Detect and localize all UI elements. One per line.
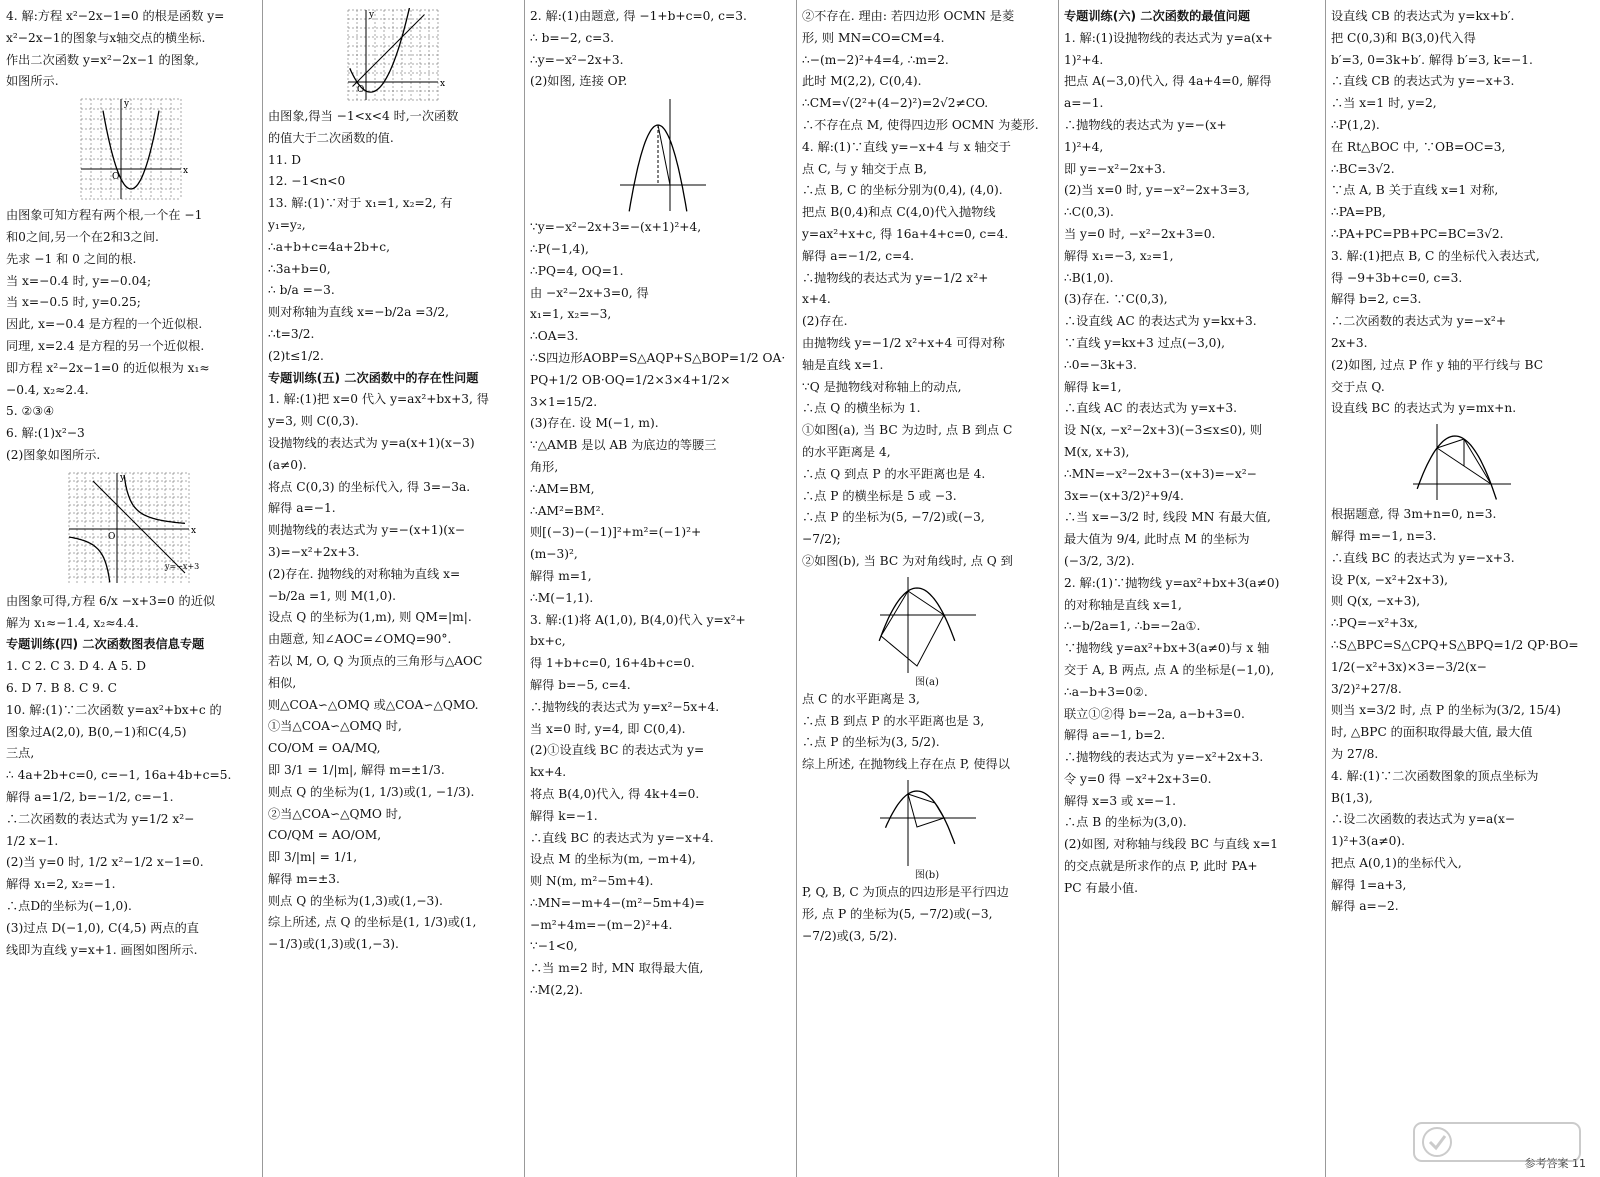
text-line: 在 Rt△BOC 中, ∵OB=OC=3, [1331, 139, 1506, 154]
text-line: CO/OM = OA/MQ, [268, 741, 381, 756]
text-line: 即方程 x²−2x−1=0 的近似根为 x₁≈ [6, 360, 210, 375]
text-line: (2)如图, 过点 P 作 y 轴的平行线与 BC [1331, 357, 1544, 372]
text-line: 当 y=0 时, −x²−2x+3=0. [1064, 226, 1216, 241]
column-5 [1064, 6, 1319, 1166]
text-line: 形, 点 P 的坐标为(5, −7/2)或(−3, [802, 906, 993, 921]
text-line: 把点 B(0,4)和点 C(4,0)代入抛物线 [802, 205, 996, 220]
column-divider [262, 0, 263, 1177]
text-line: 时, △BPC 的面积取得最大值, 最大值 [1331, 725, 1533, 740]
text-line: x+4. [802, 292, 831, 307]
text-line: (3)过点 D(−1,0), C(4,5) 两点的直 [6, 920, 199, 935]
text-line: 综上所述, 点 Q 的坐标是(1, 1/3)或(1, [268, 915, 477, 930]
text-line: 和0之间,另一个在2和3之间. [6, 229, 159, 244]
text-line: P, Q, B, C 为顶点的四边形是平行四边 [802, 884, 1009, 899]
y-axis-label: y [369, 10, 375, 20]
text-line: ∴MN=−x²−2x+3−(x+3)=−x²− [1064, 466, 1257, 481]
text-line: 则点 Q 的坐标为(1, 1/3)或(1, −1/3). [268, 784, 475, 799]
text-line: ∴M(−1,1). [530, 590, 594, 605]
text-line: 3. 解:(1)将 A(1,0), B(4,0)代入 y=x²+ [530, 612, 746, 627]
text-line: 作出二次函数 y=x²−2x−1 的图象, [6, 52, 199, 67]
text-line: ∵抛物线 y=ax²+bx+3(a≠0)与 x 轴 [1064, 641, 1270, 656]
text-line: ∴点 Q 的横坐标为 1. [802, 401, 921, 416]
text-line: 把点 A(−3,0)代入, 得 4a+4=0, 解得 [1064, 74, 1272, 89]
text-line: 解得 x=3 或 x=−1. [1064, 793, 1176, 808]
text-line: 设 P(x, −x²+2x+3), [1331, 572, 1449, 587]
text-line: −m²+4m=−(m−2)²+4. [530, 917, 673, 932]
text-line: 由 −x²−2x+3=0, 得 [530, 285, 649, 300]
x-axis-label: x [440, 79, 446, 89]
text-line: ∴PA=PB, [1331, 205, 1386, 220]
text-line: 解得 a=1/2, b=−1/2, c=−1. [6, 789, 174, 804]
text-line: 为 27/8. [1331, 746, 1379, 761]
text-line: 由题意, 知∠AOC=∠OMQ=90°. [268, 632, 452, 647]
text-line: 设直线 BC 的表达式为 y=mx+n. [1331, 401, 1517, 416]
text-line: b′=3, 0=3k+b′. 解得 b′=3, k=−1. [1331, 52, 1533, 67]
text-line: PQ+1/2 OB·OQ=1/2×3×4+1/2× [530, 372, 731, 387]
text-line: 同理, x=2.4 是方程的另一个近似根. [6, 338, 205, 353]
text-line: 解为 x₁≈−1.4, x₂≈4.4. [6, 615, 139, 630]
text-line: 4. 解:(1)∵直线 y=−x+4 与 x 轴交于 [802, 139, 1011, 154]
line-label: y=−x+3 [165, 561, 200, 571]
text-line: 由图象可知方程有两个根,一个在 −1 [6, 208, 203, 223]
column-2 [268, 6, 518, 1166]
text-line: 设抛物线的表达式为 y=a(x+1)(x−3) [268, 435, 475, 450]
text-line: 专题训练(四) 二次函数图表信息专题 [6, 637, 205, 652]
text-line: ∴直线 CB 的表达式为 y=−x+3. [1331, 74, 1515, 89]
text-line: (2)存在. 抛物线的对称轴为直线 x= [268, 566, 461, 581]
text-line: 设点 Q 的坐标为(1,m), 则 QM=|m|. [268, 610, 472, 625]
text-line: (a≠0). [268, 457, 307, 472]
watermark-logo [1412, 1117, 1582, 1167]
text-line: 即 3/|m| = 1/1, [268, 850, 358, 865]
text-line: ∴AM²=BM². [530, 503, 605, 518]
text-line: 1)²+4, [1064, 139, 1104, 154]
text-line: ∴M(2,2). [530, 983, 583, 998]
text-line: ∴当 x=−3/2 时, 线段 MN 有最大值, [1064, 510, 1271, 525]
text-line: ∴−(m−2)²+4=4, ∴m=2. [802, 52, 949, 67]
text-line: 角形, [530, 459, 559, 474]
text-line: ∴设直线 AC 的表达式为 y=kx+3. [1064, 314, 1257, 329]
text-line: 11. D [268, 152, 302, 167]
text-line: 解得 1=a+3, [1331, 877, 1407, 892]
text-line: 即 y=−x²−2x+3. [1064, 161, 1166, 176]
text-line: 则抛物线的表达式为 y=−(x+1)(x− [268, 523, 466, 538]
origin-label: O [112, 172, 120, 183]
text-line: kx+4. [530, 765, 567, 780]
text-line: ∴点 P 的坐标为(3, 5/2). [802, 735, 940, 750]
figure-b-caption: 图(b) [914, 869, 940, 881]
text-line: 设 N(x, −x²−2x+3)(−3≤x≤0), 则 [1064, 423, 1263, 438]
text-line: ∴a+b+c=4a+2b+c, [268, 239, 390, 254]
text-line: (2)存在. [802, 314, 848, 329]
text-line: 1)²+3(a≠0). [1331, 834, 1405, 849]
column-divider [796, 0, 797, 1177]
text-line: 交于点 Q. [1331, 379, 1385, 394]
text-line: ∴ b/a =−3. [268, 283, 335, 298]
text-line: 则△COA∽△OMQ 或△COA∽△QMO. [268, 697, 479, 712]
text-line: ∴点D的坐标为(−1,0). [6, 898, 132, 913]
text-line: ∴抛物线的表达式为 y=−1/2 x²+ [802, 270, 989, 285]
hyperbola-graph-figure [61, 469, 201, 589]
text-line: ∴P(−1,4), [530, 241, 589, 256]
text-line: ∴OA=3. [530, 329, 579, 344]
text-line: M(x, x+3), [1064, 444, 1130, 459]
text-line: ①如图(a), 当 BC 为边时, 点 B 到点 C [802, 423, 1013, 438]
text-line: 1)²+4. [1064, 52, 1104, 67]
text-line: 6. D 7. B 8. C 9. C [6, 680, 118, 695]
text-line: 把 C(0,3)和 B(3,0)代入得 [1331, 30, 1476, 45]
text-line: ∴直线 AC 的表达式为 y=x+3. [1064, 401, 1238, 416]
text-line: 解得 m=1, [530, 568, 592, 583]
text-line: 三点, [6, 746, 35, 761]
x-axis-label: x [191, 525, 197, 536]
text-line: (2)①设直线 BC 的表达式为 y= [530, 743, 705, 758]
text-line: ∴抛物线的表达式为 y=x²−5x+4. [530, 699, 720, 714]
text-line: ∴−b/2a=1, ∴b=−2a①. [1064, 619, 1201, 634]
text-line: 根据题意, 得 3m+n=0, n=3. [1331, 507, 1497, 522]
text-line: ∴二次函数的表达式为 y=−x²+ [1331, 314, 1507, 329]
text-line: −7/2)或(3, 5/2). [802, 928, 898, 943]
text-line: −b/2a =1, 则 M(1,0). [268, 588, 397, 603]
text-line: 则[(−3)−(−1)]²+m²=(−1)²+ [530, 525, 702, 540]
text-line: 则当 x=3/2 时, 点 P 的坐标为(3/2, 15/4) [1331, 703, 1561, 718]
text-line: 点 C, 与 y 轴交于点 B, [802, 161, 927, 176]
text-line: 如图所示. [6, 74, 59, 89]
text-line: ∴AM=BM, [530, 481, 595, 496]
text-line: ∴直线 BC 的表达式为 y=−x+3. [1331, 550, 1515, 565]
text-line: 由抛物线 y=−1/2 x²+x+4 可得对称 [802, 335, 1005, 350]
text-line: ∴a−b+3=0②. [1064, 684, 1148, 699]
text-line: y=3, 则 C(0,3). [268, 414, 359, 429]
text-line: 则 N(m, m²−5m+4). [530, 874, 654, 889]
text-line: 即 3/1 = 1/|m|, 解得 m=±1/3. [268, 762, 445, 777]
text-line: (2)如图, 对称轴与线段 BC 与直线 x=1 [1064, 837, 1279, 852]
text-line: (m−3)², [530, 547, 578, 562]
text-line: (2)图象如图所示. [6, 447, 101, 462]
text-line: 点 C 的水平距离是 3, [802, 691, 920, 706]
text-line: ∴当 m=2 时, MN 取得最大值, [530, 961, 704, 976]
text-line: ∴点 B 到点 P 的水平距离也是 3, [802, 713, 985, 728]
text-line: ∵直线 y=kx+3 过点(−3,0), [1064, 335, 1225, 350]
text-line: 1. 解:(1)把 x=0 代入 y=ax²+bx+3, 得 [268, 392, 489, 407]
text-line: ∵−1<0, [530, 939, 578, 954]
text-line: 的对称轴是直线 x=1, [1064, 597, 1182, 612]
text-line: ∴抛物线的表达式为 y=−x²+2x+3. [1064, 750, 1264, 765]
text-line: (2)当 x=0 时, y=−x²−2x+3=3, [1064, 183, 1250, 198]
text-line: −0.4, x₂≈2.4. [6, 382, 89, 397]
text-line: 的水平距离是 4, [802, 444, 891, 459]
text-line: 轴是直线 x=1. [802, 357, 884, 372]
text-line: ∴0=−3k+3. [1064, 357, 1137, 372]
triangle-bpc-figure [1407, 422, 1517, 502]
text-line: ∵△AMB 是以 AB 为底边的等腰三 [530, 438, 717, 453]
text-line: 1/2 x−1. [6, 833, 59, 848]
text-line: −7/2); [802, 532, 841, 547]
text-line: 解得 k=−1. [530, 808, 598, 823]
text-line: 由图象可得,方程 6/x −x+3=0 的近似 [6, 593, 216, 608]
text-line: 6. 解:(1)x²−3 [6, 426, 85, 441]
text-line: 解得 x₁=2, x₂=−1. [6, 877, 116, 892]
text-line: ∴PA+PC=PB+PC=BC=3√2. [1331, 226, 1504, 241]
text-line: 解得 x₁=−3, x₂=1, [1064, 248, 1174, 263]
text-line: 5. ②③④ [6, 404, 55, 419]
text-line: 将点 B(4,0)代入, 得 4k+4=0. [530, 786, 700, 801]
text-line: ∴PQ=4, OQ=1. [530, 263, 624, 278]
text-line: 2x+3. [1331, 335, 1368, 350]
text-line: 4. 解:(1)∵二次函数图象的顶点坐标为 [1331, 768, 1539, 783]
text-line: 1. 解:(1)设抛物线的表达式为 y=a(x+ [1064, 30, 1273, 45]
text-line: −1/3)或(1,3)或(1,−3). [268, 937, 399, 952]
text-line: ∴BC=3√2. [1331, 161, 1395, 176]
text-line: y₁=y₂, [268, 217, 306, 232]
text-line: 当 x=0 时, y=4, 即 C(0,4). [530, 721, 686, 736]
text-line: CO/QM = AO/OM, [268, 828, 382, 843]
text-line: ∵y=−x²−2x+3=−(x+1)²+4, [530, 220, 702, 235]
text-line: 把点 A(0,1)的坐标代入, [1331, 855, 1462, 870]
text-line: ∴当 x=1 时, y=2, [1331, 96, 1437, 111]
text-line: 当 x=−0.4 时, y=−0.04; [6, 273, 152, 288]
text-line: 3x=−(x+3/2)²+9/4. [1064, 488, 1184, 503]
text-line: 3/2)²+27/8. [1331, 681, 1402, 696]
text-line: 则对称轴为直线 x=−b/2a =3/2, [268, 305, 449, 320]
y-axis-label: y [120, 472, 126, 483]
text-line: 解得 b=−5, c=4. [530, 677, 631, 692]
text-line: ∴PQ=−x²+3x, [1331, 616, 1418, 631]
column-1 [6, 6, 256, 1166]
text-line: (2)如图, 连接 OP. [530, 74, 628, 89]
x-axis-label: x [183, 166, 189, 177]
text-line: B(1,3), [1331, 790, 1373, 805]
text-line: ∴二次函数的表达式为 y=1/2 x²− [6, 811, 195, 826]
text-line: 交于 A, B 两点, 点 A 的坐标是(−1,0), [1064, 662, 1275, 677]
column-divider [524, 0, 525, 1177]
text-line: bx+c, [530, 634, 566, 649]
text-line: ∴ 4a+2b+c=0, c=−1, 16a+4b+c=5. [6, 768, 232, 783]
text-line: (−3/2, 3/2). [1064, 553, 1135, 568]
text-line: 解得 a=−2. [1331, 899, 1399, 914]
column-6 [1331, 6, 1593, 1166]
text-line: 2. 解:(1)∵抛物线 y=ax²+bx+3(a≠0) [1064, 575, 1280, 590]
text-line: ∴设二次函数的表达式为 y=a(x− [1331, 812, 1516, 827]
text-line: ∴点 P 的横坐标是 5 或 −3. [802, 488, 957, 503]
text-line: (2)当 y=0 时, 1/2 x²−1/2 x−1=0. [6, 855, 204, 870]
text-line: 12. −1<n<0 [268, 174, 346, 189]
text-line: 设点 M 的坐标为(m, −m+4), [530, 852, 696, 867]
parallelogram-figure-a [802, 575, 1052, 689]
text-line: ∴直线 BC 的表达式为 y=−x+4. [530, 830, 714, 845]
text-line: ∴S△BPC=S△CPQ+S△BPQ=1/2 QP·BO= [1331, 637, 1579, 652]
text-line: 解得 a=−1. [268, 501, 336, 516]
text-line: 1. C 2. C 3. D 4. A 5. D [6, 659, 147, 674]
text-line: ②如图(b), 当 BC 为对角线时, 点 Q 到 [802, 553, 1013, 568]
column-4 [802, 6, 1052, 1166]
text-line: 3×1=15/2. [530, 394, 598, 409]
parabola-opq-figure [610, 95, 710, 215]
text-line: ②不存在. 理由: 若四边形 OCMN 是菱 [802, 9, 1015, 23]
y-axis-label: y [124, 99, 130, 110]
figure-a-caption: 图(a) [915, 676, 939, 688]
text-line: 3)=−x²+2x+3. [268, 544, 360, 559]
text-line: 专题训练(六) 二次函数的最值问题 [1064, 9, 1251, 23]
text-line: ①当△COA∽△OMQ 时, [268, 719, 402, 734]
text-line: (3)存在. 设 M(−1, m). [530, 416, 659, 431]
text-line: 13. 解:(1)∵对于 x₁=1, x₂=2, 有 [268, 196, 453, 211]
text-line: 专题训练(五) 二次函数中的存在性问题 [268, 370, 479, 385]
text-line: 解得 k=1, [1064, 379, 1122, 394]
page-footer: 参考答案 11 [1524, 1157, 1586, 1170]
text-line: ∵Q 是抛物线对称轴上的动点, [802, 379, 962, 394]
text-line: 由图象,得当 −1<x<4 时,一次函数 [268, 109, 459, 123]
text-line: 形, 则 MN=CO=CM=4. [802, 30, 945, 45]
text-line: PC 有最小值. [1064, 880, 1139, 895]
text-line: ∵点 A, B 关于直线 x=1 对称, [1331, 183, 1499, 198]
text-line: ∴C(0,3). [1064, 205, 1114, 220]
text-line: 3. 解:(1)把点 B, C 的坐标代入表达式, [1331, 248, 1540, 263]
text-line: 最大值为 9/4, 此时点 M 的坐标为 [1064, 532, 1250, 547]
column-divider [1058, 0, 1059, 1177]
text-line: 相似, [268, 675, 297, 690]
text-line: 设直线 CB 的表达式为 y=kx+b′. [1331, 9, 1515, 23]
column-3 [530, 6, 790, 1166]
text-line: (2)t≤1/2. [268, 348, 324, 363]
column-divider [1325, 0, 1326, 1177]
text-line: ∴P(1,2). [1331, 117, 1380, 132]
text-line: ∴ b=−2, c=3. [530, 30, 615, 45]
text-line: ∴S四边形AOBP=S△AQP+S△BOP=1/2 OA· [530, 350, 786, 365]
text-line: ∴抛物线的表达式为 y=−(x+ [1064, 117, 1227, 132]
origin-label: O [108, 531, 116, 542]
text-line: 10. 解:(1)∵二次函数 y=ax²+bx+c 的 [6, 702, 222, 717]
text-line: 当 x=−0.5 时, y=0.25; [6, 295, 141, 310]
text-line: y=ax²+x+c, 得 16a+4+c=0, c=4. [802, 226, 1009, 241]
text-line: 图象过A(2,0), B(0,−1)和C(4,5) [6, 724, 187, 739]
text-line: 则点 Q 的坐标为(1,3)或(1,−3). [268, 893, 443, 908]
text-line: ②当△COA∽△QMO 时, [268, 806, 402, 821]
text-line: ∴y=−x²−2x+3. [530, 52, 624, 67]
text-line: 1/2(−x²+3x)×3=−3/2(x− [1331, 659, 1487, 674]
text-line: ∴t=3/2. [268, 326, 315, 341]
text-line: x₁=1, x₂=−3, [530, 307, 612, 322]
text-line: 综上所述, 在抛物线上存在点 P, 使得以 [802, 757, 1010, 772]
text-line: 解得 a=−1, b=2. [1064, 728, 1166, 743]
text-line: 2. 解:(1)由题意, 得 −1+b+c=0, c=3. [530, 9, 747, 23]
text-line: 若以 M, O, Q 为顶点的三角形与△AOC [268, 653, 483, 668]
text-line: 4. 解:方程 x²−2x−1=0 的根是函数 y= [6, 9, 225, 23]
text-line: ∴MN=−m+4−(m²−5m+4)= [530, 895, 705, 910]
text-line: 因此, x=−0.4 是方程的一个近似根. [6, 317, 203, 332]
text-line: x²−2x−1的图象与x轴交点的横坐标. [6, 30, 206, 45]
parabola-graph-figure [71, 95, 191, 203]
text-line: 解得 m=−1, n=3. [1331, 528, 1437, 543]
text-line: ∴3a+b=0, [268, 261, 331, 276]
text-line: 此时 M(2,2), C(0,4). [802, 74, 922, 89]
parallelogram-figure-b [802, 778, 1052, 882]
text-line: 将点 C(0,3) 的坐标代入, 得 3=−3a. [268, 479, 471, 494]
text-line: 先求 −1 和 0 之间的根. [6, 251, 137, 266]
text-line: 解得 m=±3. [268, 871, 340, 886]
text-line: 则 Q(x, −x+3), [1331, 594, 1421, 609]
text-line: 线即为直线 y=x+1. 画图如图所示. [6, 942, 198, 957]
line-parabola-grid-figure [338, 8, 448, 104]
text-line: 的交点就是所求作的点 P, 此时 PA+ [1064, 859, 1258, 874]
text-line: 令 y=0 得 −x²+2x+3=0. [1064, 771, 1212, 786]
text-line: (3)存在. ∵C(0,3), [1064, 292, 1168, 307]
text-line: ∴CM=√(2²+(4−2)²)=2√2≠CO. [802, 96, 989, 111]
text-line: ∴点 B 的坐标为(3,0). [1064, 815, 1187, 830]
text-line: ∴不存在点 M, 使得四边形 OCMN 为菱形. [802, 117, 1039, 132]
text-line: 解得 a=−1/2, c=4. [802, 248, 914, 263]
text-line: ∴B(1,0). [1064, 270, 1114, 285]
text-line: a=−1. [1064, 96, 1104, 111]
text-line: 得 1+b+c=0, 16+4b+c=0. [530, 656, 695, 671]
text-line: 的值大于二次函数的值. [268, 130, 394, 145]
text-line: 得 −9+3b+c=0, c=3. [1331, 270, 1463, 285]
text-line: ∴点 P 的坐标为(5, −7/2)或(−3, [802, 510, 985, 525]
text-line: ∴点 B, C 的坐标分别为(0,4), (4,0). [802, 183, 1003, 198]
text-line: 解得 b=2, c=3. [1331, 292, 1422, 307]
origin-label: O [357, 85, 365, 95]
text-line: 联立①②得 b=−2a, a−b+3=0. [1064, 706, 1245, 721]
text-line: ∴点 Q 到点 P 的水平距离也是 4. [802, 466, 986, 481]
